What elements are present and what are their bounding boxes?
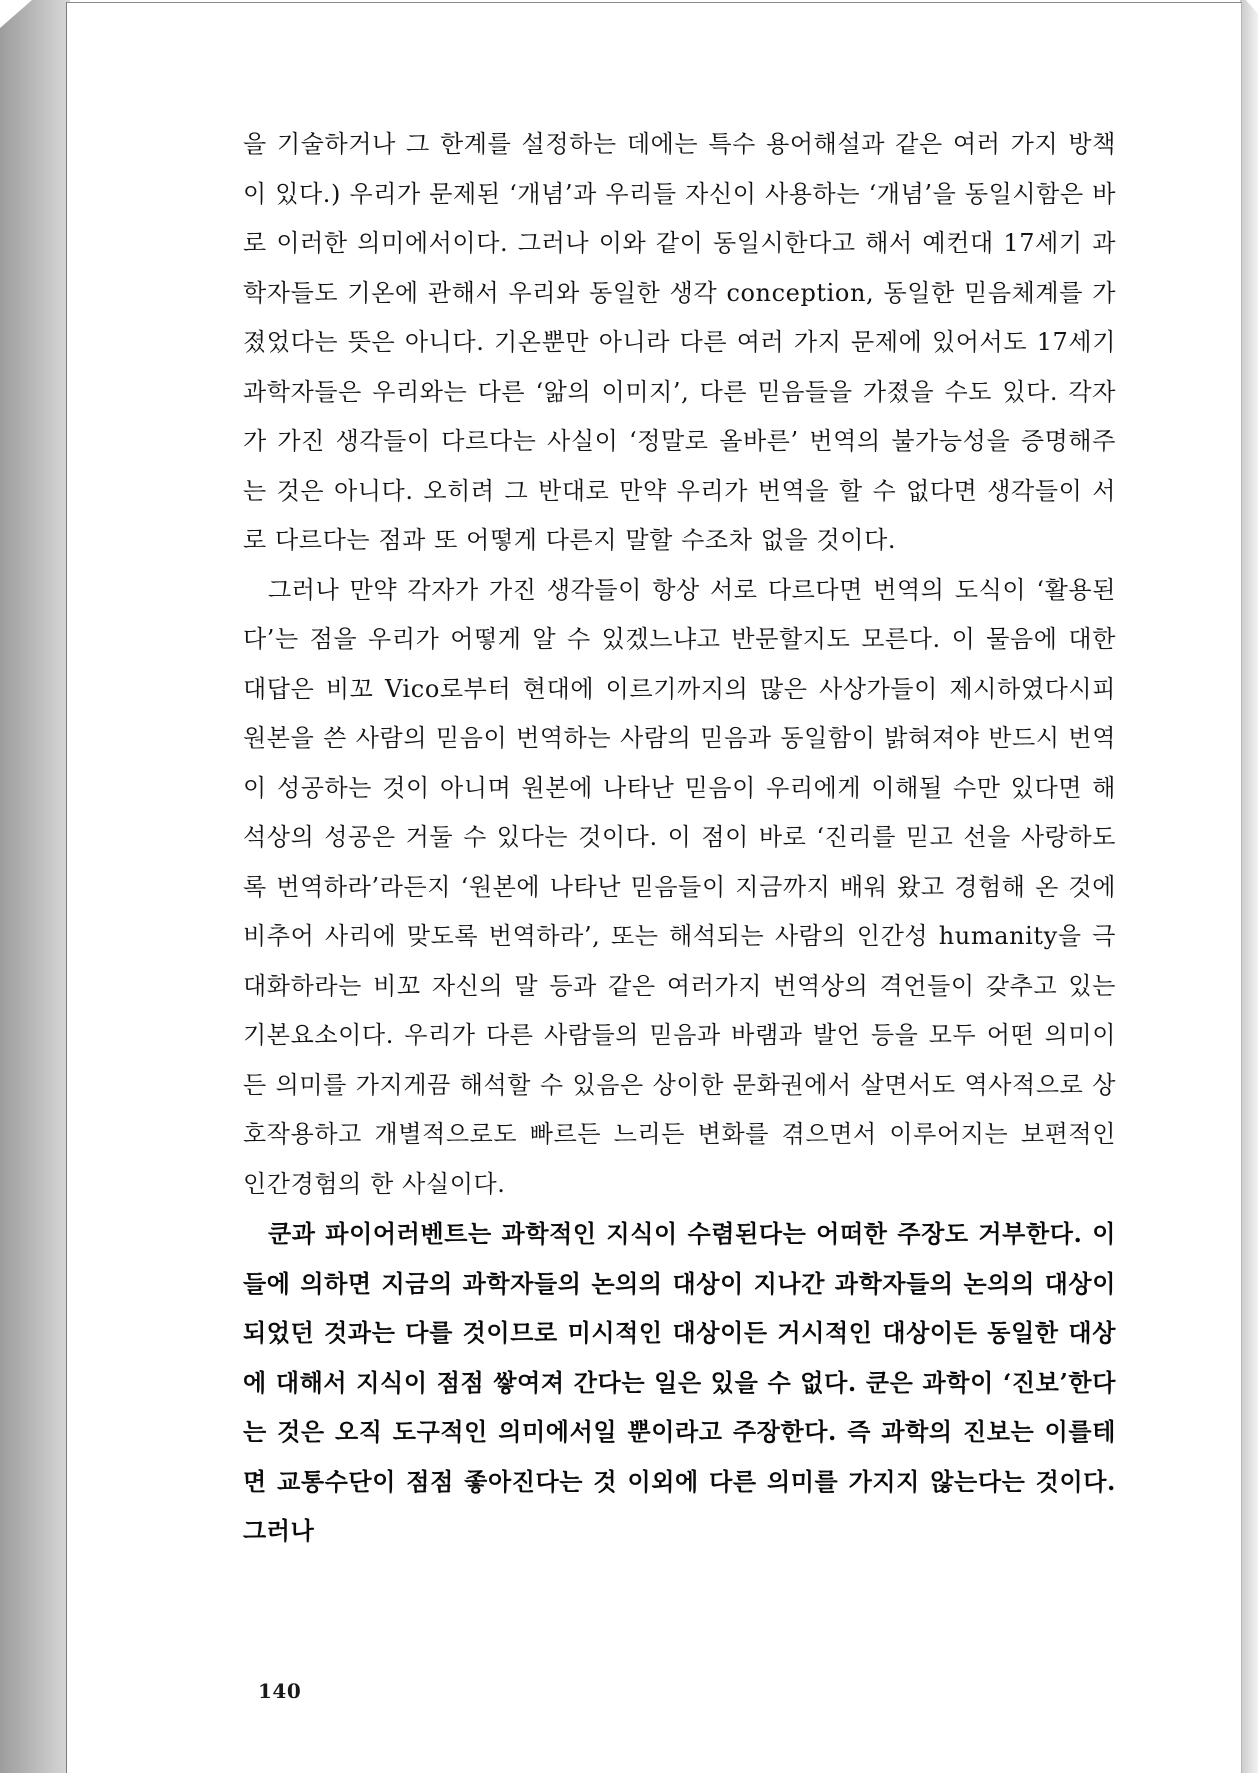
book-right-edge bbox=[1240, 0, 1258, 1773]
paragraph-3: 쿤과 파이어러벤트는 과학적인 지식이 수렴된다는 어떠한 주장도 거부한다. 이들에 의하면 지금의 과학자들의 논의의 대상이 지나간 과학자들의 논의의 대상이 되었던 것과는 다를 것이므로 미시적인 대상이든 거시적인 대상이든 동일한 대상에 대해서 지식이 점점 쌓여져 간다는 일은 있을 수 없다. 쿤은 과학이 ‘진보’한다는 것은 오직 도구적인 의미에서일 뿐이라고 주장한다. 즉 과학의 진보는 이를테면 교통수단이 점점 좋아진다는 것 이외에 다른 의미를 가지지 않는다는 것이다. 그러나 bbox=[243, 1219, 1116, 1545]
paragraph-2: 그러나 만약 각자가 가진 생각들이 항상 서로 다르다면 번역의 도식이 ‘활용된다’는 점을 우리가 어떻게 알 수 있겠느냐고 반문할지도 모른다. 이 물음에 대한 대답은 비꼬 Vico로부터 현대에 이르기까지의 많은 사상가들이 제시하였다시피 원본을 쓴 사람의 믿음이 번역하는 사람의 믿음과 동일함이 밝혀져야 반드시 번역이 성공하는 것이 아니며 원본에 나타난 믿음이 우리에게 이해될 수만 있다면 해석상의 성공은 거둘 수 있다는 것이다. 이 점이 바로 ‘진리를 믿고 선을 사랑하도록 번역하라’라든지 ‘원본에 나타난 믿음들이 지금까지 배워 왔고 경험해 온 것에 비추어 사리에 맞도록 번역하라’, 또는 해석되는 사람의 인간성 humanity을 극대화하라는 비꼬 자신의 말 등과 같은 여러가지 번역상의 격언들이 갖추고 있는 기본요소이다. 우리가 다른 사람들의 믿음과 바램과 발언 등을 모두 어떤 의미이든 의미를 가지게끔 해석할 수 있음은 상이한 문화권에서 살면서도 역사적으로 상호작용하고 개별적으로도 빠르든 느리든 변화를 겪으면서 이루어지는 보편적인 인간경험의 한 사실이다. bbox=[243, 575, 1116, 1198]
paragraph-1: 을 기술하거나 그 한계를 설정하는 데에는 특수 용어해설과 같은 여러 가지 방책이 있다.) 우리가 문제된 ‘개념’과 우리들 자신이 사용하는 ‘개념’을 동일시함은 바로 이러한 의미에서이다. 그러나 이와 같이 동일시한다고 해서 예컨대 17세기 과학자들도 기온에 관해서 우리와 동일한 생각 conception, 동일한 믿음체계를 가졌었다는 뜻은 아니다. 기온뿐만 아니라 다른 여러 가지 문제에 있어서도 17세기 과학자들은 우리와는 다른 ‘앎의 이미지’, 다른 믿음들을 가졌을 수도 있다. 각자가 가진 생각들이 다르다는 사실이 ‘정말로 올바른’ 번역의 불가능성을 증명해주는 것은 아니다. 오히려 그 반대로 만약 우리가 번역을 할 수 없다면 생각들이 서로 다르다는 점과 또 어떻게 다른지 말할 수조차 없을 것이다. bbox=[243, 130, 1116, 554]
body-text bbox=[243, 120, 1116, 1556]
book-left-edge bbox=[0, 0, 70, 1773]
page-number: 140 bbox=[258, 1679, 302, 1703]
